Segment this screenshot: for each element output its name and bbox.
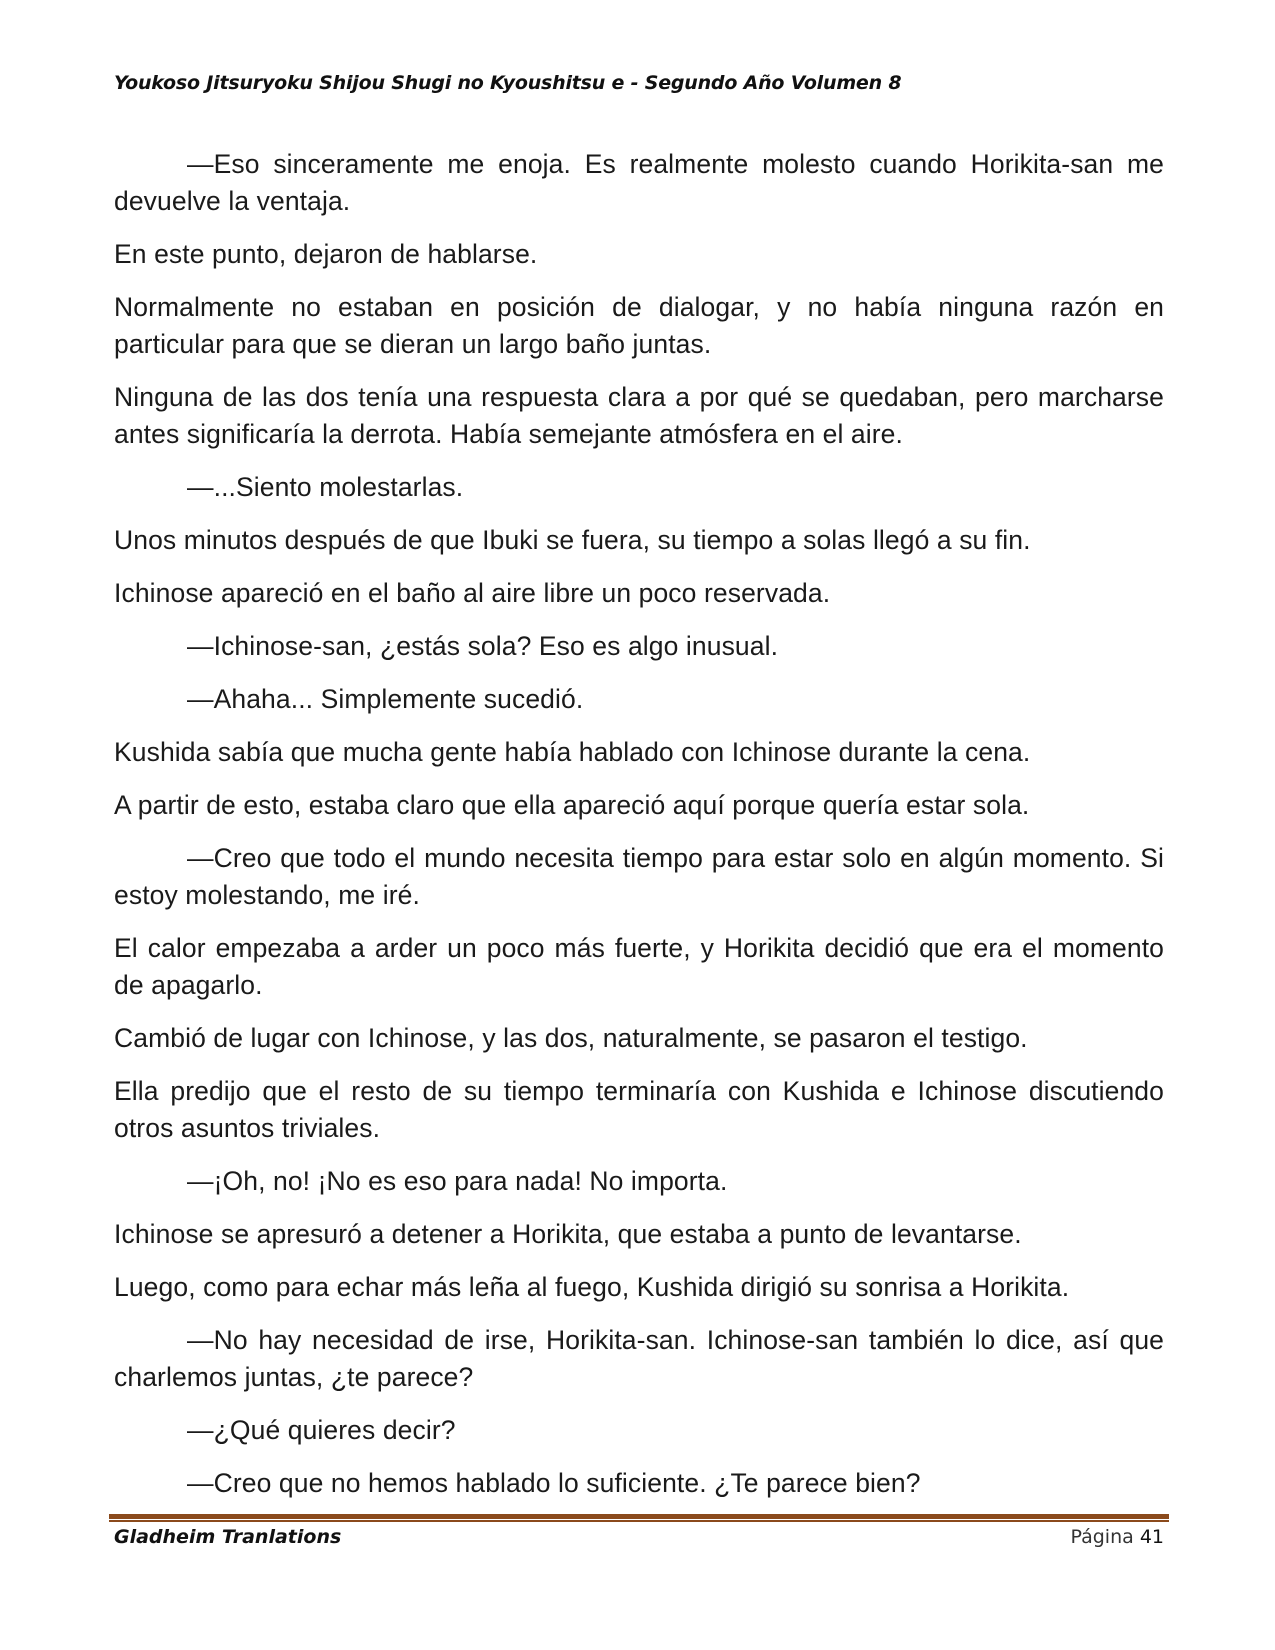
running-header: Youkoso Jitsuryoku Shijou Shugi no Kyoushitsu e - Segundo Año Volumen 8 [114,72,902,94]
body-text [114,146,1164,1518]
paragraph: —¡Oh, no! ¡No es eso para nada! No importa. [187,1166,728,1196]
paragraph: —No hay necesidad de irse, Horikita-san. Ichinose-san también lo dice, así que charlemos juntas, ¿te parece? [114,1325,1164,1392]
page-number-value: 41 [1139,1526,1164,1548]
paragraph: —...Siento molestarlas. [187,472,464,502]
paragraph: Normalmente no estaban en posición de dialogar, y no había ninguna razón en particular para que se dieran un largo baño juntas. [114,292,1164,359]
page-label: Página [1070,1526,1134,1548]
paragraph: Unos minutos después de que Ibuki se fuera, su tiempo a solas llegó a su fin. [114,525,1031,555]
paragraph: Luego, como para echar más leña al fuego, Kushida dirigió su sonrisa a Horikita. [114,1272,1070,1302]
paragraph: Kushida sabía que mucha gente había hablado con Ichinose durante la cena. [114,737,1031,767]
footer-divider-thin [109,1520,1169,1522]
paragraph: —Creo que no hemos hablado lo suficiente. ¿Te parece bien? [187,1468,921,1498]
paragraph: Cambió de lugar con Ichinose, y las dos, naturalmente, se pasaron el testigo. [114,1023,1028,1053]
paragraph: —Ahaha... Simplemente sucedió. [187,684,584,714]
footer-translator: Gladheim Tranlations [114,1526,342,1548]
paragraph: —¿Qué quieres decir? [187,1415,456,1445]
page-number [1070,1526,1164,1548]
paragraph: Ninguna de las dos tenía una respuesta clara a por qué se quedaban, pero marcharse antes significaría la derrota. Había semejante atmósfera en el aire. [114,382,1164,449]
paragraph: En este punto, dejaron de hablarse. [114,239,538,269]
paragraph: A partir de esto, estaba claro que ella apareció aquí porque quería estar sola. [114,790,1030,820]
paragraph: —Creo que todo el mundo necesita tiempo para estar solo en algún momento. Si estoy molestando, me iré. [114,843,1164,910]
footer-divider [109,1514,1169,1522]
footer-divider-thick [109,1514,1169,1519]
paragraph: Ichinose se apresuró a detener a Horikita, que estaba a punto de levantarse. [114,1219,1022,1249]
paragraph: —Eso sinceramente me enoja. Es realmente molesto cuando Horikita-san me devuelve la ventaja. [114,149,1164,216]
paragraph: El calor empezaba a arder un poco más fuerte, y Horikita decidió que era el momento de apagarlo. [114,933,1164,1000]
paragraph: —Ichinose-san, ¿estás sola? Eso es algo inusual. [187,631,779,661]
paragraph: Ella predijo que el resto de su tiempo terminaría con Kushida e Ichinose discutiendo otros asuntos triviales. [114,1076,1164,1143]
paragraph: Ichinose apareció en el baño al aire libre un poco reservada. [114,578,831,608]
